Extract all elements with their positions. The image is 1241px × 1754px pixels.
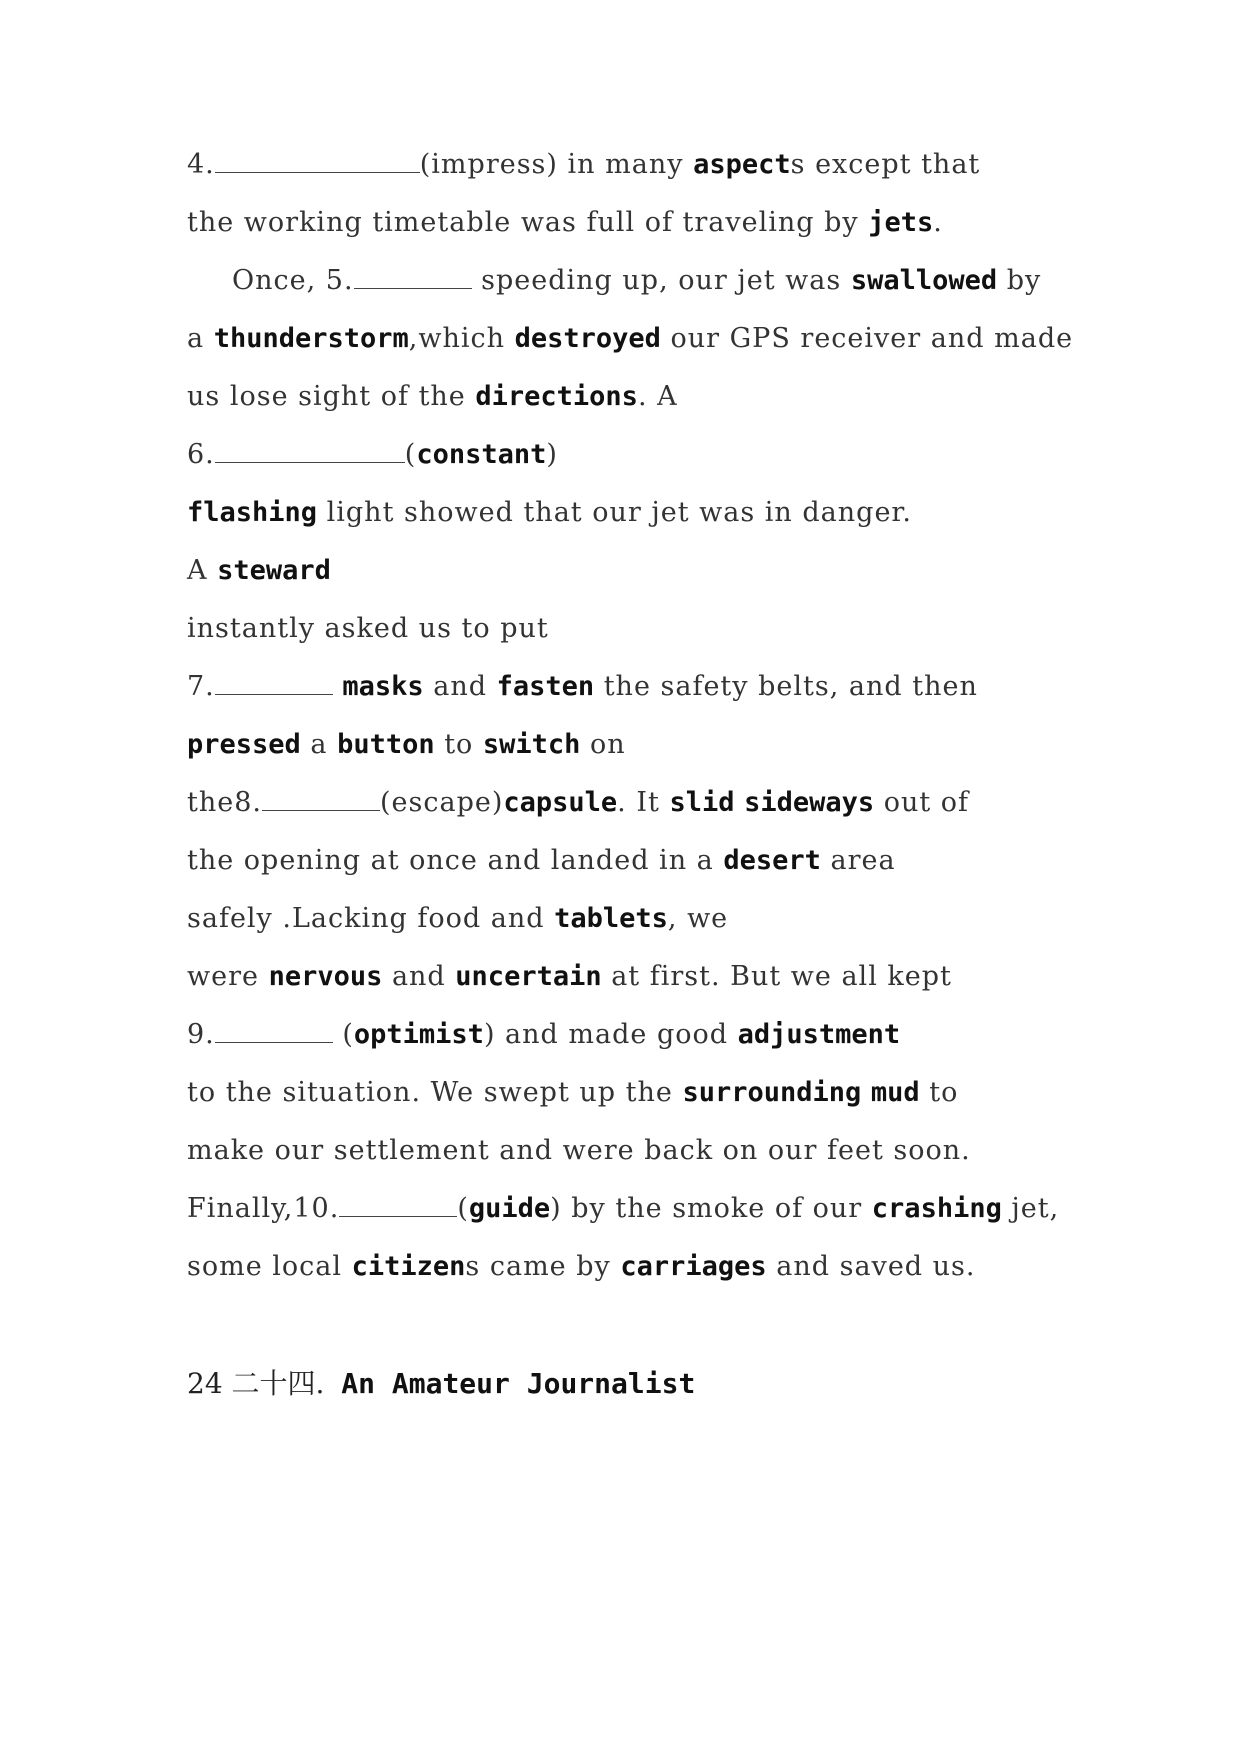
text-line-5: us lose sight of the directions. A <box>187 381 678 412</box>
text-line-4: a thunderstorm,which destroyed our GPS receiver and made <box>187 323 1074 354</box>
text-line-9: instantly asked us to put <box>187 613 549 644</box>
text-line-15: were nervous and uncertain at first. But we all kept <box>187 961 952 992</box>
text-line-12: the8. (escape)capsule. It slid sideways out of <box>187 787 970 818</box>
text-line-8: A steward <box>187 555 331 586</box>
text-line-16: 9. (optimist) and made good adjustment <box>187 1019 901 1050</box>
blank-9[interactable] <box>215 1020 333 1043</box>
text-line-17: to the situation. We swept up the surrounding mud to <box>187 1077 959 1108</box>
text-line-6: 6. (constant) <box>187 439 558 470</box>
text-line-2: the working timetable was full of traveling by jets. <box>187 207 943 238</box>
text-line-14: safely .Lacking food and tablets, we <box>187 903 729 934</box>
blank-10[interactable] <box>339 1194 457 1217</box>
text-line-19: Finally,10. (guide) by the smoke of our crashing jet, <box>187 1193 1060 1224</box>
text-line-18: make our settlement and were back on our feet soon. <box>187 1135 971 1166</box>
blank-4[interactable] <box>215 150 420 173</box>
text-line-11: pressed a button to switch on <box>187 729 626 760</box>
section-heading <box>187 1367 695 1401</box>
blank-8[interactable] <box>262 788 380 811</box>
text-line-1: 4. (impress) in many aspects except that <box>187 149 981 180</box>
text-line-13: the opening at once and landed in a desert area <box>187 845 896 876</box>
text-line-10: 7. masks and fasten the safety belts, and then <box>187 671 978 702</box>
blank-5[interactable] <box>354 266 472 289</box>
text-line-20: some local citizens came by carriages and saved us. <box>187 1251 976 1282</box>
text-line-3: Once, 5. speeding up, our jet was swallowed by <box>232 265 1042 296</box>
text-line-7: flashing light showed that our jet was in danger. <box>187 497 912 528</box>
blank-6[interactable] <box>215 440 405 463</box>
section-title: An Amateur Journalist <box>324 1367 696 1400</box>
section-number: 24 二十四. <box>187 1367 325 1400</box>
blank-7[interactable] <box>215 672 333 695</box>
